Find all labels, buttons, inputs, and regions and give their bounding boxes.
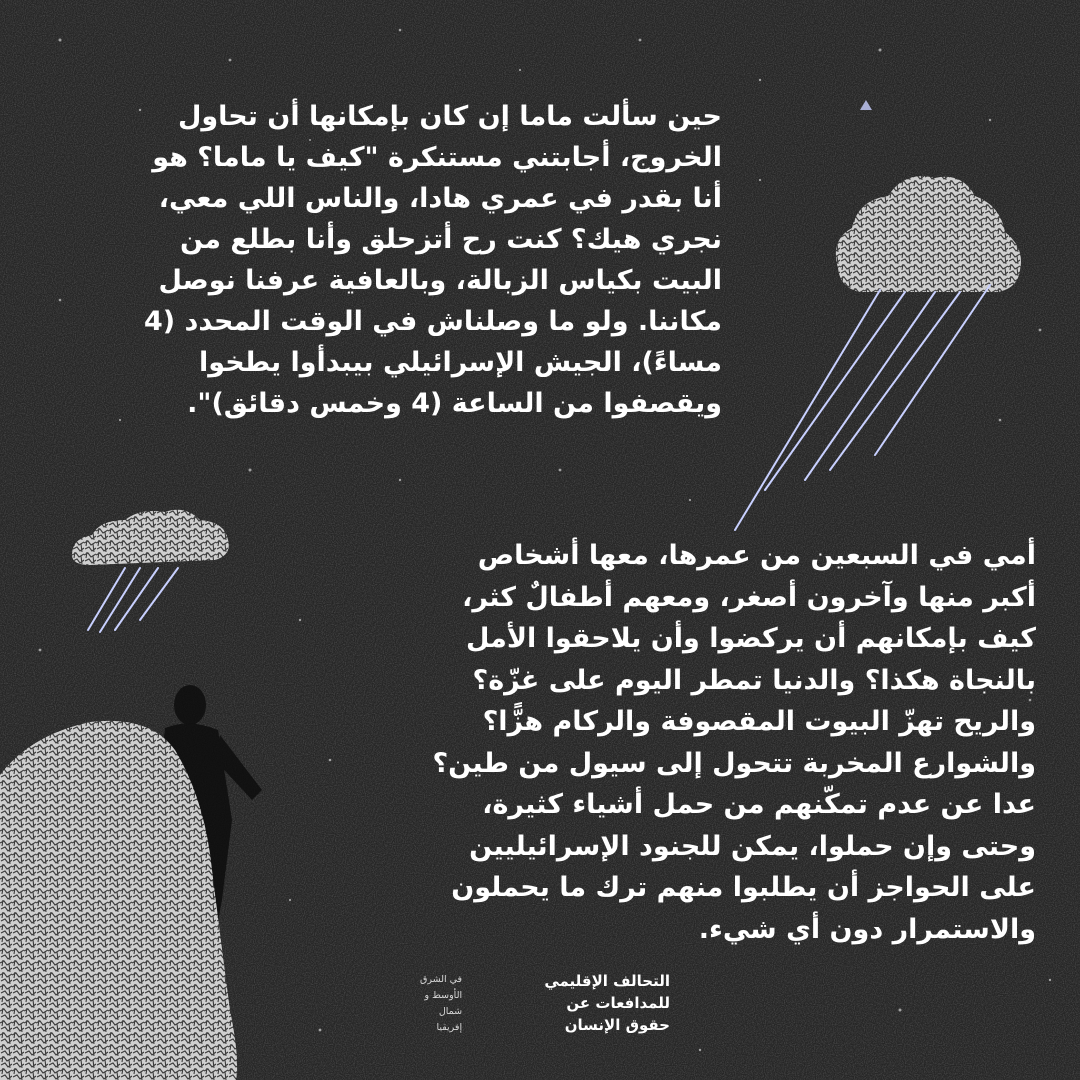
logo-line: حقوق الإنسان [564, 1016, 670, 1034]
logo-sub-line: في الشرق [420, 974, 463, 985]
quote-line: الخروج، أجابتني مستنكرة "كيف يا ماما؟ هو [152, 142, 722, 173]
quote-bottom [432, 535, 1036, 950]
logo-region-text [420, 972, 462, 1036]
quote-line: أكبر منها وآخرون أصغر، ومعهم أطفالٌ كثر، [462, 581, 1036, 613]
quote-top [144, 96, 722, 424]
quote-line: والريح تهزّ البيوت المقصوفة والركام هزًّا؟ [482, 706, 1036, 737]
quote-line: نجري هيك؟ كنت رح أتزحلق وأنا بطلع من [179, 224, 722, 255]
quote-line: عدا عن عدم تمكّنهم من حمل أشياء كثيرة، [482, 789, 1036, 820]
logo-sub-line: الأوسط و [424, 990, 463, 1001]
quote-line: أنا بقدر في عمري هادا، والناس اللي معي، [158, 183, 722, 214]
logo-sub-line: شمال [438, 1006, 463, 1017]
quote-line: على الحواجز أن يطلبوا منهم ترك ما يحملون [451, 872, 1036, 903]
quote-line: ويقصفوا من الساعة (4 وخمس دقائق)". [187, 388, 722, 419]
quote-line: مكاننا. ولو ما وصلناش في الوقت المحدد (4 [143, 306, 722, 337]
quote-line: كيف بإمكانهم أن يركضوا وأن يلاحقوا الأمل [466, 623, 1036, 654]
quote-line: والاستمرار دون أي شيء. [698, 913, 1036, 945]
logo-line: للمدافعات عن [566, 994, 670, 1012]
logo-line: التحالف الإقليمي [544, 972, 670, 990]
quote-line: وحتى وإن حملوا، يمكن للجنود الإسرائيليين [469, 830, 1036, 862]
logo-sub-line: إفريقيا [436, 1022, 463, 1033]
quote-line: بالنجاة هكذا؟ والدنيا تمطر اليوم على غزّة؟ [472, 664, 1036, 696]
logo-main-text [544, 970, 670, 1036]
quote-line: البيت بكياس الزبالة، وبالعافية عرفنا نوصل [158, 265, 722, 296]
quote-line: أمي في السبعين من عمرها، معها أشخاص [477, 540, 1036, 571]
quote-line: مساءً)، الجيش الإسرائيلي بيبدأوا يطخوا [199, 347, 722, 378]
quote-line: حين سألت ماما إن كان بإمكانها أن تحاول [177, 101, 722, 132]
quote-line: والشوارع المخربة تتحول إلى سيول من طين؟ [432, 747, 1036, 779]
organization-logo [420, 970, 670, 1050]
